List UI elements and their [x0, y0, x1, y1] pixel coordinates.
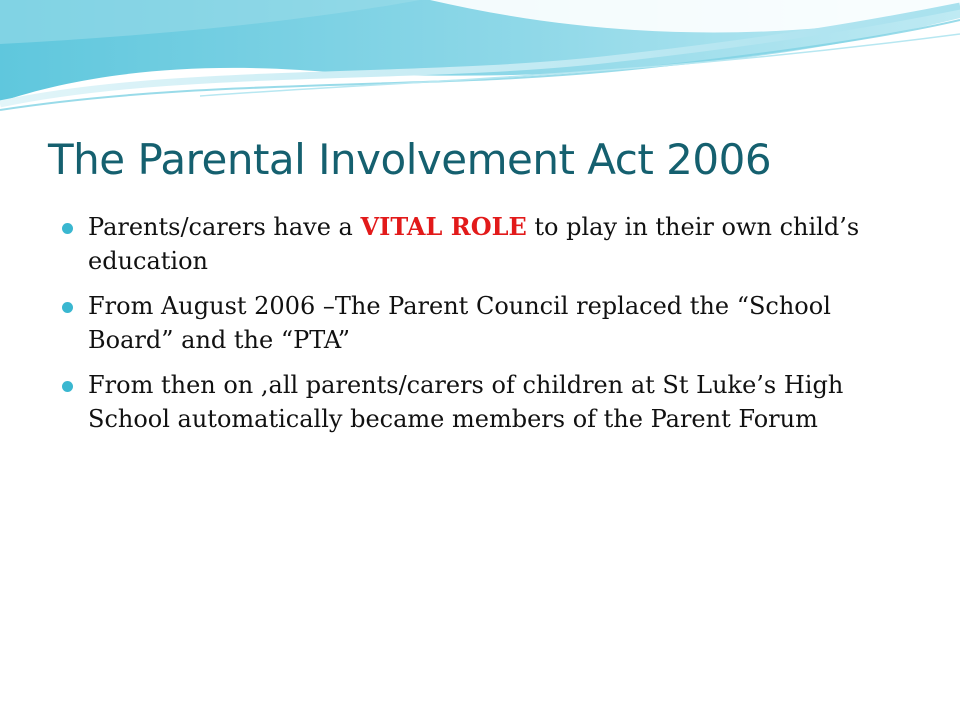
bullet-text: From then on ,all parents/carers of children at St Luke’s High School automatically became members of the Parent Forum — [88, 371, 844, 433]
vital-role-emphasis: VITAL ROLE — [360, 212, 527, 241]
header-wave-decoration — [0, 0, 960, 120]
bullet-item-parent-forum — [62, 368, 912, 436]
bullet-text: From August 2006 –The Parent Council replaced the “School Board” and the “PTA” — [88, 292, 831, 354]
bullet-text-end: to play in their own child’s education — [88, 213, 860, 275]
bullet-item-parent-council — [62, 289, 912, 357]
bullet-marker-icon — [62, 223, 73, 234]
slide-title: The Parental Involvement Act 2006 — [48, 135, 772, 184]
bullet-list — [62, 210, 912, 447]
bullet-marker-icon — [62, 302, 73, 313]
bullet-text-start: Parents/carers have a — [88, 213, 361, 241]
bullet-marker-icon — [62, 381, 73, 392]
bullet-item-vital-role — [62, 210, 912, 278]
